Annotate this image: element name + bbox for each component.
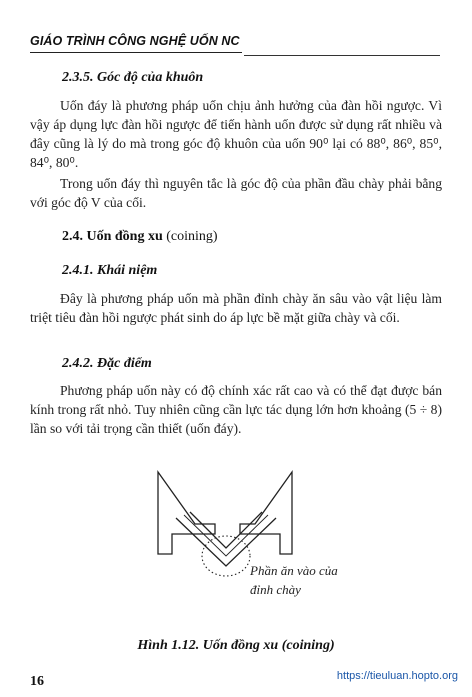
source-url[interactable]: https://tieuluan.hopto.org <box>336 670 458 682</box>
coining-figure <box>140 466 355 601</box>
heading-2-4-1: 2.4.1. Khái niệm <box>62 263 158 278</box>
die-right <box>240 472 292 554</box>
punch-outer <box>176 518 276 566</box>
heading-2-3-5: 2.3.5. Góc độ của khuôn <box>62 70 204 85</box>
page-number: 16 <box>30 674 44 689</box>
heading-2-4-bold: 2.4. Uốn đồng xu <box>62 229 163 244</box>
paragraph-2-3-5-a: Uốn đáy là phương pháp uốn chịu ảnh hưởng của đàn hồi ngược. Vì vậy áp dụng lực đàn hồi ngược để tiến hành uốn được sử dụng rất nhiều và đây cũng là lý do mà trong góc độ khuôn của uốn 90⁰ lại có 88⁰, 86⁰, 85⁰, 84⁰, 80⁰. <box>30 98 442 170</box>
paragraph-2-4-1: Đây là phương pháp uốn mà phần đỉnh chày ăn sâu vào vật liệu làm triệt tiêu đàn hồi ngược phát sinh do áp lực bề mặt giữa chày và cối. <box>30 291 442 325</box>
heading-2-4-rest: (coining) <box>162 229 218 244</box>
sheet-line <box>184 515 268 556</box>
paragraph-2-4-2: Phương pháp uốn này có độ chính xác rất cao và có thể đạt được bán kính trong rất nhỏ. Tuy nhiên cũng cần lực tác dụng lớn hơn khoảng (5 ÷ 8) lần so với tải trọng cần thiết (uốn đáy). <box>30 383 442 436</box>
header-rule <box>30 52 242 53</box>
heading-2-4-2: 2.4.2. Đặc điểm <box>62 356 152 371</box>
header-rule-thin <box>244 55 440 56</box>
figure-caption: Hình 1.12. Uốn đồng xu (coining) <box>137 638 335 653</box>
figure-label-line1: Phần ăn vào của <box>250 563 338 578</box>
running-header: GIÁO TRÌNH CÔNG NGHỆ UỐN NC <box>30 34 240 48</box>
die-left <box>158 472 215 554</box>
heading-2-4 <box>62 229 218 245</box>
figure-label-line2: đỉnh chày <box>250 582 301 597</box>
paragraph-2-3-5-b: Trong uốn đáy thì nguyên tắc là góc độ của phần đầu chày phải bằng với góc độ V của cối. <box>30 176 442 210</box>
